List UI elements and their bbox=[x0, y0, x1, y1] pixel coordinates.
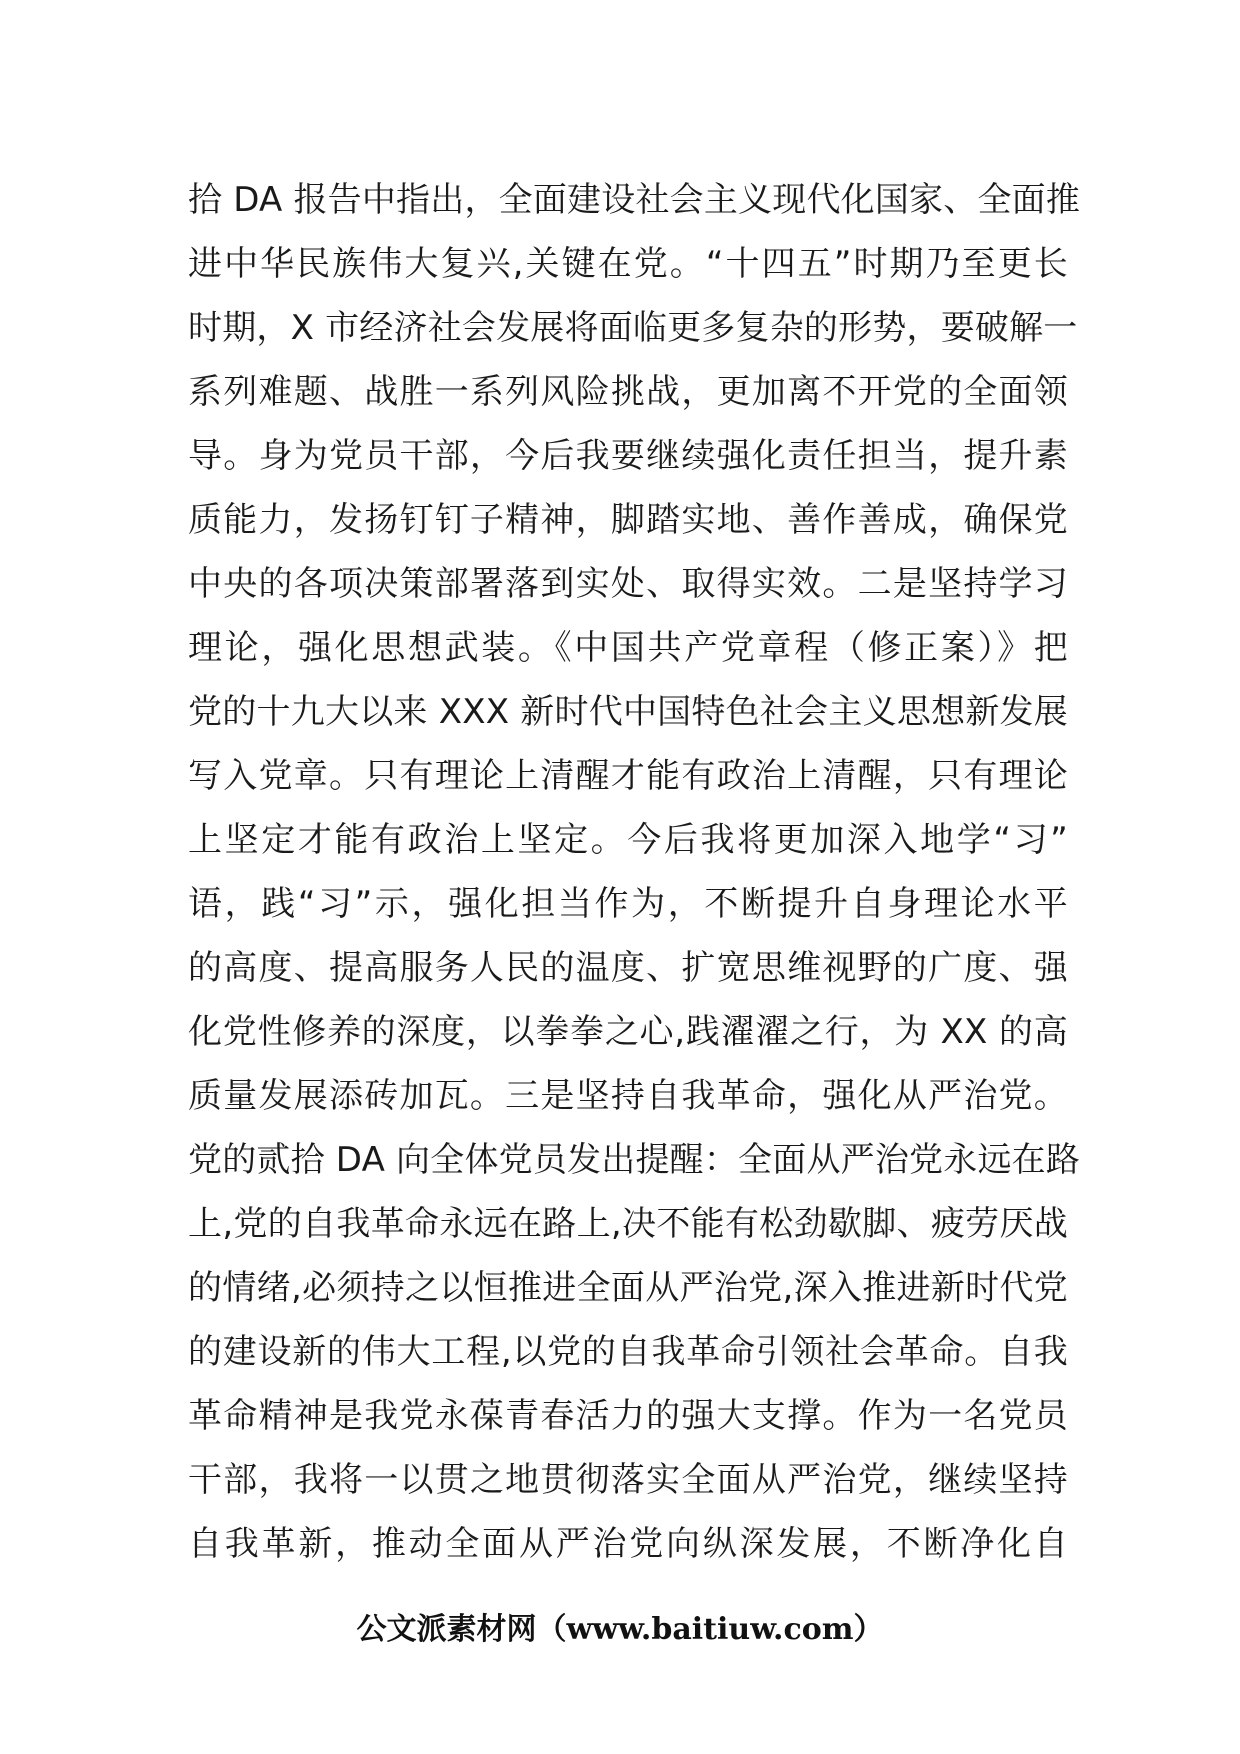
text-line: 质量发展添砖加瓦。三是坚持自我革命，强化从严治党。 bbox=[188, 1076, 1068, 1116]
text-line: 进中华民族伟大复兴,关键在党。“十四五”时期乃至更长 bbox=[188, 244, 1068, 284]
page-footer: 公文派素材网（www.baitiuw.com） bbox=[356, 1612, 884, 1647]
text-line: 党的贰拾 DA 向全体党员发出提醒：全面从严治党永远在路 bbox=[188, 1140, 1081, 1180]
text-line: 拾 DA 报告中指出，全面建设社会主义现代化国家、全面推 bbox=[188, 180, 1081, 220]
text-line: 写入党章。只有理论上清醒才能有政治上清醒，只有理论 bbox=[188, 756, 1068, 796]
text-line: 的情绪,必须持之以恒推进全面从严治党,深入推进新时代党 bbox=[188, 1268, 1068, 1308]
text-line: 导。身为党员干部，今后我要继续强化责任担当，提升素 bbox=[188, 436, 1068, 476]
text-line: 革命精神是我党永葆青春活力的强大支撑。作为一名党员 bbox=[188, 1396, 1068, 1436]
text-line: 质能力，发扬钉钉子精神，脚踏实地、善作善成，确保党 bbox=[188, 500, 1068, 540]
text-line: 的高度、提高服务人民的温度、扩宽思维视野的广度、强 bbox=[188, 948, 1068, 988]
text-line: 系列难题、战胜一系列风险挑战，更加离不开党的全面领 bbox=[188, 372, 1068, 412]
text-line: 的建设新的伟大工程,以党的自我革命引领社会革命。自我 bbox=[188, 1332, 1068, 1372]
text-line: 化党性修养的深度，以拳拳之心,践濯濯之行，为 XX 的高 bbox=[188, 1012, 1068, 1052]
text-line: 干部，我将一以贯之地贯彻落实全面从严治党，继续坚持 bbox=[188, 1460, 1068, 1500]
body-text bbox=[188, 168, 1081, 1576]
text-line: 上,党的自我革命永远在路上,决不能有松劲歇脚、疲劳厌战 bbox=[188, 1204, 1068, 1244]
text-line: 理论，强化思想武装。《中国共产党章程（修正案）》把 bbox=[188, 628, 1068, 668]
text-line: 时期，X 市经济社会发展将面临更多复杂的形势，要破解一 bbox=[188, 308, 1078, 348]
text-line: 自我革新，推动全面从严治党向纵深发展，不断净化自 bbox=[188, 1524, 1068, 1564]
text-line: 语，践“习”示，强化担当作为，不断提升自身理论水平 bbox=[188, 884, 1068, 924]
text-line: 中央的各项决策部署落到实处、取得实效。二是坚持学习 bbox=[188, 564, 1068, 604]
text-line: 上坚定才能有政治上坚定。今后我将更加深入地学“习” bbox=[188, 820, 1068, 860]
text-line: 党的十九大以来 XXX 新时代中国特色社会主义思想新发展 bbox=[188, 692, 1068, 732]
